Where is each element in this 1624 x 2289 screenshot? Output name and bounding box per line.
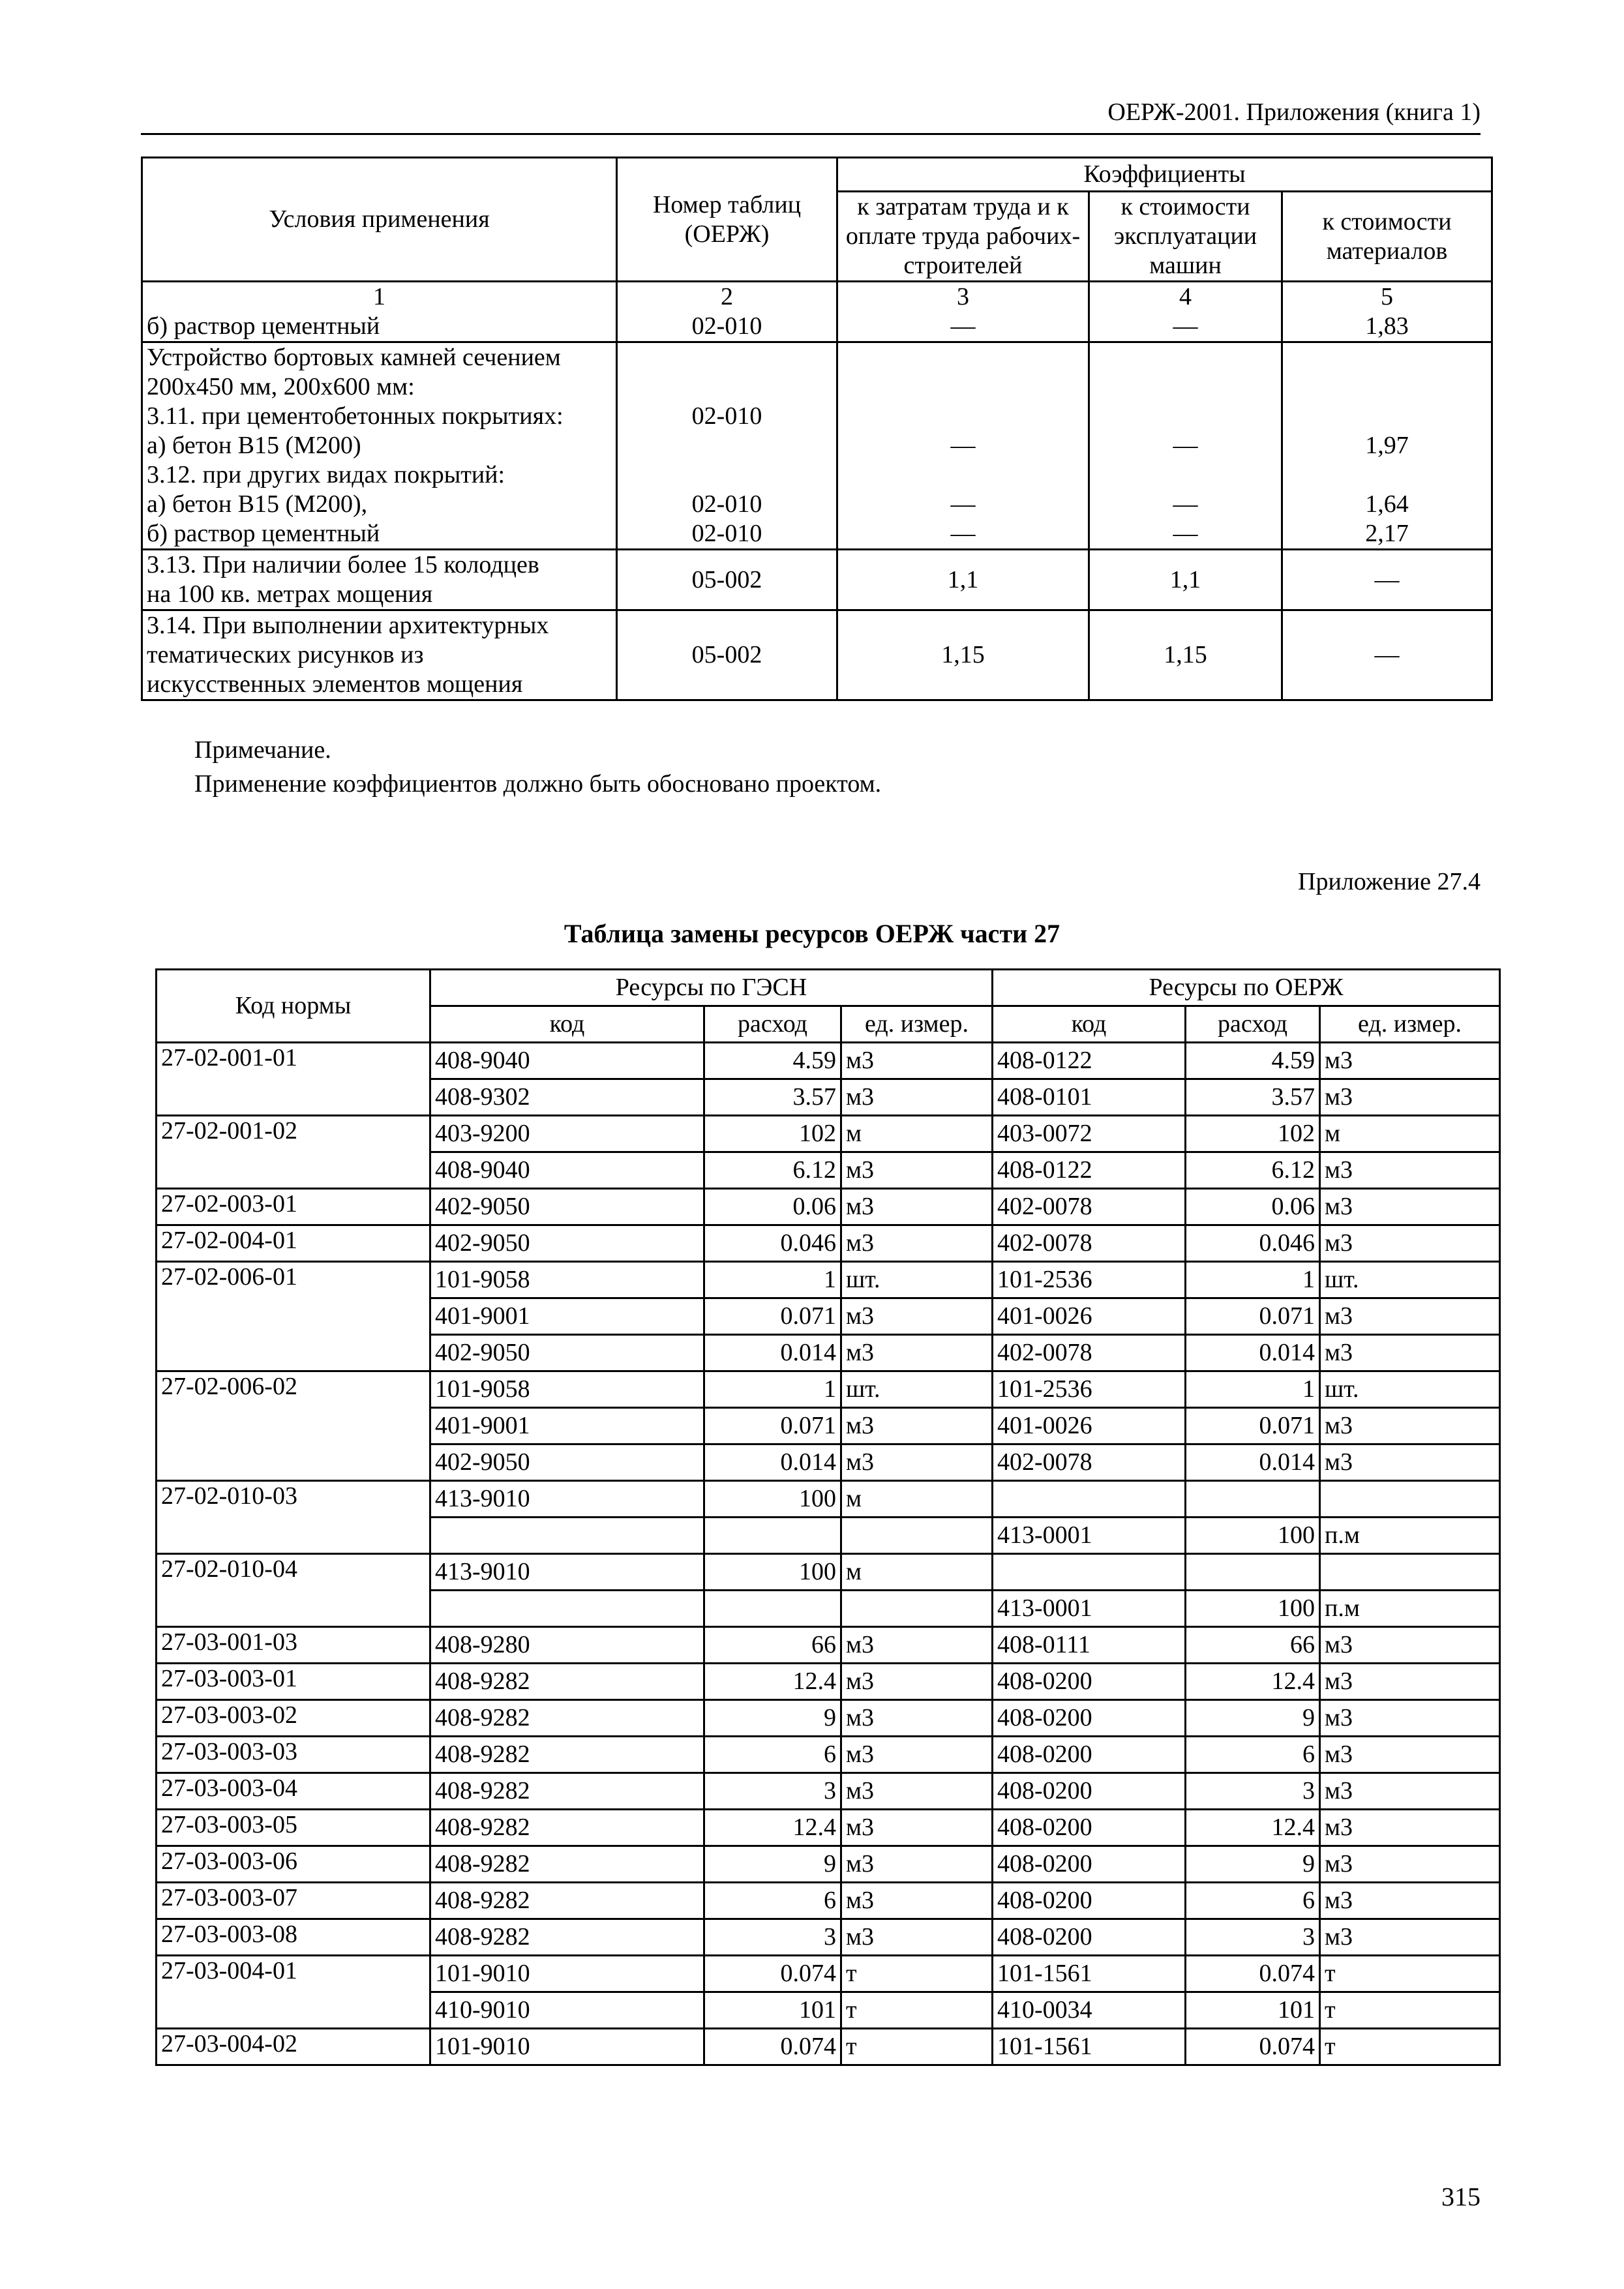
- gesn-rate-cell: 0.046: [704, 1225, 841, 1262]
- oerzh-unit-cell: м3: [1320, 1408, 1500, 1444]
- table-row: [142, 610, 1492, 700]
- oerzh-unit-cell: м3: [1320, 1810, 1500, 1846]
- oerzh-rate-cell: 6.12: [1186, 1152, 1320, 1189]
- oerzh-unit-cell: м3: [1320, 1043, 1500, 1079]
- table-row: [157, 1371, 1500, 1408]
- condition-line: 3.14. При выполнении архитектурных: [147, 612, 549, 639]
- gesn-code-cell: 408-9040: [430, 1152, 704, 1189]
- oerzh-rate-cell: 0.06: [1186, 1189, 1320, 1225]
- gesn-rate-cell: 1: [704, 1262, 841, 1298]
- table-row: [157, 1262, 1500, 1298]
- table-no-cell: [617, 342, 837, 550]
- oerzh-header: Ресурсы по ОЕРЖ: [993, 970, 1500, 1006]
- norm-code-cell: 27-03-003-06: [157, 1846, 430, 1883]
- gesn-rate-cell: 102: [704, 1116, 841, 1152]
- gesn-code-cell: [430, 1518, 704, 1554]
- oerzh-unit-cell: [1320, 1554, 1500, 1591]
- norm-code-cell: 27-02-001-02: [157, 1116, 430, 1189]
- table-row: [157, 1773, 1500, 1810]
- oerzh-unit-cell: м3: [1320, 1627, 1500, 1664]
- gesn-unit-cell: м3: [841, 1225, 993, 1262]
- oerzh-code-cell: [993, 1481, 1186, 1518]
- appendix-label: Приложение 27.4: [1298, 868, 1481, 895]
- norm-code-cell: 27-02-003-01: [157, 1189, 430, 1225]
- coef-cell: 1,15: [1089, 610, 1282, 700]
- col-coefficients-header: Коэффициенты: [837, 158, 1492, 192]
- gesn-unit-cell: м3: [841, 1043, 993, 1079]
- oerzh-rate-cell: 101: [1186, 1992, 1320, 2029]
- gesn-header: Ресурсы по ГЭСН: [430, 970, 993, 1006]
- gesn-unit-cell: т: [841, 1956, 993, 1992]
- norm-code-cell: 27-02-001-01: [157, 1043, 430, 1116]
- condition-cell: б) раствор цементный: [142, 312, 617, 342]
- gesn-code-header: код: [430, 1006, 704, 1043]
- oerzh-rate-cell: 100: [1186, 1518, 1320, 1554]
- oerzh-unit-cell: шт.: [1320, 1262, 1500, 1298]
- gesn-unit-cell: м3: [841, 1700, 993, 1737]
- norm-code-cell: 27-02-010-04: [157, 1554, 430, 1627]
- gesn-unit-cell: м3: [841, 1335, 993, 1371]
- gesn-unit-cell: шт.: [841, 1371, 993, 1408]
- column-number: 2: [617, 282, 837, 312]
- gesn-rate-cell: 100: [704, 1481, 841, 1518]
- oerzh-rate-cell: [1186, 1554, 1320, 1591]
- gesn-unit-cell: м3: [841, 1737, 993, 1773]
- gesn-code-cell: 408-9282: [430, 1883, 704, 1919]
- norm-code-cell: 27-03-003-02: [157, 1700, 430, 1737]
- oerzh-code-cell: 402-0078: [993, 1444, 1186, 1481]
- gesn-unit-cell: м3: [841, 1627, 993, 1664]
- oerzh-rate-cell: 6: [1186, 1883, 1320, 1919]
- gesn-code-cell: 408-9282: [430, 1810, 704, 1846]
- norm-code-cell: 27-03-003-08: [157, 1919, 430, 1956]
- oerzh-unit-cell: м: [1320, 1116, 1500, 1152]
- page-number: 315: [1441, 2182, 1481, 2211]
- coef-line: —: [950, 432, 976, 459]
- norm-code-cell: 27-03-003-05: [157, 1810, 430, 1846]
- gesn-rate-cell: 4.59: [704, 1043, 841, 1079]
- norm-code-cell: 27-02-006-02: [157, 1371, 430, 1481]
- oerzh-rate-cell: 4.59: [1186, 1043, 1320, 1079]
- gesn-unit-cell: м: [841, 1481, 993, 1518]
- coef-cell: —: [1282, 610, 1492, 700]
- oerzh-code-cell: 402-0078: [993, 1335, 1186, 1371]
- gesn-unit-cell: шт.: [841, 1262, 993, 1298]
- oerzh-code-cell: 101-2536: [993, 1262, 1186, 1298]
- table-row: [157, 1810, 1500, 1846]
- gesn-code-cell: 408-9302: [430, 1079, 704, 1116]
- gesn-unit-cell: м3: [841, 1883, 993, 1919]
- table-row: [157, 1956, 1500, 1992]
- oerzh-code-cell: 408-0111: [993, 1627, 1186, 1664]
- norm-code-cell: 27-03-003-07: [157, 1883, 430, 1919]
- oerzh-unit-cell: м3: [1320, 1152, 1500, 1189]
- oerzh-code-cell: 408-0122: [993, 1152, 1186, 1189]
- condition-line: а) бетон В15 (М200): [147, 432, 361, 459]
- norm-code-cell: 27-03-001-03: [157, 1627, 430, 1664]
- gesn-rate-cell: 6.12: [704, 1152, 841, 1189]
- oerzh-unit-cell: м3: [1320, 1700, 1500, 1737]
- norm-code-cell: 27-02-004-01: [157, 1225, 430, 1262]
- gesn-unit-cell: м3: [841, 1152, 993, 1189]
- gesn-unit-cell: м3: [841, 1408, 993, 1444]
- oerzh-rate-cell: 0.014: [1186, 1444, 1320, 1481]
- gesn-rate-cell: 0.014: [704, 1335, 841, 1371]
- oerzh-code-cell: 408-0200: [993, 1737, 1186, 1773]
- col-machines-header: к стоимости эксплуатации машин: [1089, 192, 1282, 282]
- coef-cell: [837, 342, 1089, 550]
- oerzh-rate-cell: 3: [1186, 1919, 1320, 1956]
- oerzh-code-cell: 408-0200: [993, 1664, 1186, 1700]
- gesn-rate-cell: 9: [704, 1846, 841, 1883]
- oerzh-rate-cell: 0.071: [1186, 1408, 1320, 1444]
- gesn-code-cell: 413-9010: [430, 1481, 704, 1518]
- coef-line: 1,97: [1365, 432, 1409, 459]
- oerzh-unit-cell: шт.: [1320, 1371, 1500, 1408]
- condition-line: 3.11. при цементобетонных покрытиях:: [147, 402, 564, 430]
- table-row: [157, 1225, 1500, 1262]
- coef-cell: 1,15: [837, 610, 1089, 700]
- table-row: [157, 1554, 1500, 1591]
- col-table-no-header: Номер таблиц (ОЕРЖ): [617, 158, 837, 282]
- column-number: 4: [1089, 282, 1282, 312]
- condition-line: а) бетон В15 (М200),: [147, 490, 368, 518]
- running-header-title: ОЕРЖ-2001. Приложения (книга 1): [1107, 98, 1481, 126]
- gesn-code-cell: 101-9058: [430, 1371, 704, 1408]
- oerzh-code-cell: 403-0072: [993, 1116, 1186, 1152]
- gesn-rate-cell: 6: [704, 1883, 841, 1919]
- table-row: [142, 342, 1492, 550]
- gesn-rate-cell: 9: [704, 1700, 841, 1737]
- condition-line: на 100 кв. метрах мощения: [147, 580, 433, 608]
- gesn-code-cell: 402-9050: [430, 1189, 704, 1225]
- oerzh-code-cell: 408-0200: [993, 1773, 1186, 1810]
- oerzh-code-cell: [993, 1554, 1186, 1591]
- table-row: [157, 1846, 1500, 1883]
- coef-cell: 1,83: [1282, 312, 1492, 342]
- gesn-rate-cell: 3: [704, 1919, 841, 1956]
- gesn-rate-cell: 0.074: [704, 1956, 841, 1992]
- gesn-unit-cell: т: [841, 2029, 993, 2065]
- oerzh-code-cell: 101-2536: [993, 1371, 1186, 1408]
- oerzh-rate-cell: 0.074: [1186, 2029, 1320, 2065]
- oerzh-unit-cell: т: [1320, 1992, 1500, 2029]
- gesn-unit-cell: м3: [841, 1664, 993, 1700]
- coef-cell: 1,1: [1089, 550, 1282, 610]
- gesn-unit-cell: м3: [841, 1846, 993, 1883]
- gesn-code-cell: 408-9282: [430, 1737, 704, 1773]
- table-row: [142, 550, 1492, 610]
- gesn-code-cell: 402-9050: [430, 1335, 704, 1371]
- oerzh-rate-cell: 12.4: [1186, 1810, 1320, 1846]
- coef-line: —: [1173, 520, 1198, 547]
- gesn-rate-cell: 6: [704, 1737, 841, 1773]
- oerzh-unit-cell: [1320, 1481, 1500, 1518]
- coef-line: —: [1173, 490, 1198, 518]
- condition-line: 200х450 мм, 200х600 мм:: [147, 373, 415, 400]
- table-no-cell: 02-010: [617, 312, 837, 342]
- table-row: [157, 1043, 1500, 1079]
- gesn-unit-cell: м3: [841, 1919, 993, 1956]
- gesn-code-cell: 401-9001: [430, 1408, 704, 1444]
- oerzh-rate-cell: 3: [1186, 1773, 1320, 1810]
- gesn-rate-cell: 0.014: [704, 1444, 841, 1481]
- gesn-code-cell: 403-9200: [430, 1116, 704, 1152]
- oerzh-rate-cell: 0.014: [1186, 1335, 1320, 1371]
- gesn-code-cell: 408-9280: [430, 1627, 704, 1664]
- gesn-unit-cell: м3: [841, 1444, 993, 1481]
- gesn-code-cell: 408-9040: [430, 1043, 704, 1079]
- gesn-unit-cell: т: [841, 1992, 993, 2029]
- gesn-code-cell: 101-9010: [430, 2029, 704, 2065]
- table-no-cell: 05-002: [617, 550, 837, 610]
- column-number: 1: [142, 282, 617, 312]
- gesn-unit-cell: м3: [841, 1810, 993, 1846]
- table-row: [157, 1627, 1500, 1664]
- oerzh-code-cell: 410-0034: [993, 1992, 1186, 2029]
- table-no-line: 02-010: [691, 490, 762, 518]
- column-number: 5: [1282, 282, 1492, 312]
- oerzh-code-cell: 408-0122: [993, 1043, 1186, 1079]
- col-labor-header: к затратам труда и к оплате труда рабочих-строителей: [837, 192, 1089, 282]
- gesn-rate-cell: 3: [704, 1773, 841, 1810]
- oerzh-code-cell: 408-0200: [993, 1810, 1186, 1846]
- gesn-code-cell: 408-9282: [430, 1700, 704, 1737]
- condition-line: тематических рисунков из: [147, 641, 424, 668]
- table-row: [157, 1700, 1500, 1737]
- oerzh-code-cell: 101-1561: [993, 2029, 1186, 2065]
- norm-code-cell: 27-03-003-01: [157, 1664, 430, 1700]
- note-title: Примечание.: [194, 736, 331, 764]
- table-no-cell: 05-002: [617, 610, 837, 700]
- gesn-code-cell: 408-9282: [430, 1664, 704, 1700]
- oerzh-code-cell: 408-0200: [993, 1846, 1186, 1883]
- col-conditions-header: Условия применения: [142, 158, 617, 282]
- oerzh-rate-cell: 6: [1186, 1737, 1320, 1773]
- gesn-code-cell: 408-9282: [430, 1773, 704, 1810]
- coef-cell: —: [1089, 312, 1282, 342]
- oerzh-code-cell: 402-0078: [993, 1189, 1186, 1225]
- oerzh-rate-header: расход: [1186, 1006, 1320, 1043]
- oerzh-rate-cell: 1: [1186, 1262, 1320, 1298]
- gesn-code-cell: 402-9050: [430, 1444, 704, 1481]
- gesn-rate-cell: 12.4: [704, 1810, 841, 1846]
- coefficients-table: [141, 157, 1493, 701]
- oerzh-rate-cell: 102: [1186, 1116, 1320, 1152]
- gesn-unit-header: ед. измер.: [841, 1006, 993, 1043]
- coef-cell: 1,1: [837, 550, 1089, 610]
- oerzh-code-cell: 402-0078: [993, 1225, 1186, 1262]
- condition-cell: [142, 550, 617, 610]
- table-row: [157, 1664, 1500, 1700]
- oerzh-code-cell: 408-0101: [993, 1079, 1186, 1116]
- coef-line: —: [950, 520, 976, 547]
- gesn-rate-cell: 1: [704, 1371, 841, 1408]
- oerzh-code-cell: 408-0200: [993, 1919, 1186, 1956]
- gesn-rate-header: расход: [704, 1006, 841, 1043]
- oerzh-rate-cell: 0.046: [1186, 1225, 1320, 1262]
- resource-replacement-table: [155, 968, 1501, 2066]
- oerzh-unit-header: ед. измер.: [1320, 1006, 1500, 1043]
- coef-line: 1,64: [1365, 490, 1409, 518]
- table-row: [157, 1116, 1500, 1152]
- gesn-rate-cell: 101: [704, 1992, 841, 2029]
- gesn-code-cell: [430, 1591, 704, 1627]
- oerzh-unit-cell: м3: [1320, 1189, 1500, 1225]
- oerzh-code-cell: 413-0001: [993, 1518, 1186, 1554]
- coef-cell: [1282, 342, 1492, 550]
- coef-cell: [1089, 342, 1282, 550]
- coef-line: 2,17: [1365, 520, 1409, 547]
- oerzh-unit-cell: м3: [1320, 1737, 1500, 1773]
- norm-code-cell: 27-02-010-03: [157, 1481, 430, 1554]
- table-row: [157, 1481, 1500, 1518]
- oerzh-code-cell: 408-0200: [993, 1700, 1186, 1737]
- coef-line: —: [1173, 432, 1198, 459]
- oerzh-unit-cell: п.м: [1320, 1591, 1500, 1627]
- table-caption: Таблица замены ресурсов ОЕРЖ части 27: [564, 919, 1060, 948]
- oerzh-unit-cell: м3: [1320, 1883, 1500, 1919]
- gesn-unit-cell: м3: [841, 1298, 993, 1335]
- table-no-line: 02-010: [691, 402, 762, 430]
- oerzh-rate-cell: 0.071: [1186, 1298, 1320, 1335]
- table-row: [142, 312, 1492, 342]
- oerzh-rate-cell: 9: [1186, 1846, 1320, 1883]
- table-row: [157, 1189, 1500, 1225]
- table-row: [157, 2029, 1500, 2065]
- oerzh-unit-cell: п.м: [1320, 1518, 1500, 1554]
- gesn-rate-cell: [704, 1591, 841, 1627]
- oerzh-code-cell: 408-0200: [993, 1883, 1186, 1919]
- oerzh-rate-cell: 9: [1186, 1700, 1320, 1737]
- condition-line: 3.13. При наличии более 15 колодцев: [147, 551, 539, 578]
- gesn-rate-cell: 66: [704, 1627, 841, 1664]
- oerzh-code-header: код: [993, 1006, 1186, 1043]
- condition-cell: [142, 610, 617, 700]
- gesn-rate-cell: 100: [704, 1554, 841, 1591]
- oerzh-unit-cell: м3: [1320, 1773, 1500, 1810]
- gesn-rate-cell: 0.074: [704, 2029, 841, 2065]
- oerzh-rate-cell: 66: [1186, 1627, 1320, 1664]
- oerzh-unit-cell: м3: [1320, 1919, 1500, 1956]
- note-text: Применение коэффициентов должно быть обосновано проектом.: [194, 770, 882, 798]
- gesn-code-cell: 101-9010: [430, 1956, 704, 1992]
- oerzh-rate-cell: 0.074: [1186, 1956, 1320, 1992]
- table-row: [157, 1883, 1500, 1919]
- condition-line: Устройство бортовых камней сечением: [147, 344, 561, 371]
- gesn-rate-cell: 12.4: [704, 1664, 841, 1700]
- oerzh-rate-cell: [1186, 1481, 1320, 1518]
- oerzh-rate-cell: 3.57: [1186, 1079, 1320, 1116]
- norm-code-cell: 27-03-003-04: [157, 1773, 430, 1810]
- col-materials-header: к стоимости материалов: [1282, 192, 1492, 282]
- coef-line: —: [950, 490, 976, 518]
- gesn-unit-cell: м3: [841, 1079, 993, 1116]
- oerzh-rate-cell: 1: [1186, 1371, 1320, 1408]
- coef-cell: —: [837, 312, 1089, 342]
- gesn-rate-cell: [704, 1518, 841, 1554]
- oerzh-code-cell: 413-0001: [993, 1591, 1186, 1627]
- oerzh-rate-cell: 100: [1186, 1591, 1320, 1627]
- column-numbers-row: [142, 282, 1492, 312]
- running-header: [141, 98, 1481, 135]
- gesn-code-cell: 408-9282: [430, 1919, 704, 1956]
- table-row: [157, 1737, 1500, 1773]
- oerzh-code-cell: 101-1561: [993, 1956, 1186, 1992]
- norm-code-cell: 27-02-006-01: [157, 1262, 430, 1371]
- gesn-code-cell: 408-9282: [430, 1846, 704, 1883]
- norm-code-cell: 27-03-004-02: [157, 2029, 430, 2065]
- oerzh-code-cell: 401-0026: [993, 1298, 1186, 1335]
- gesn-unit-cell: м3: [841, 1189, 993, 1225]
- oerzh-unit-cell: м3: [1320, 1298, 1500, 1335]
- coef-cell: —: [1282, 550, 1492, 610]
- gesn-rate-cell: 0.06: [704, 1189, 841, 1225]
- oerzh-rate-cell: 12.4: [1186, 1664, 1320, 1700]
- oerzh-unit-cell: м3: [1320, 1664, 1500, 1700]
- gesn-rate-cell: 3.57: [704, 1079, 841, 1116]
- gesn-unit-cell: [841, 1591, 993, 1627]
- code-header: Код нормы: [157, 970, 430, 1043]
- oerzh-unit-cell: м3: [1320, 1079, 1500, 1116]
- table-no-line: 02-010: [691, 520, 762, 547]
- condition-cell: [142, 342, 617, 550]
- oerzh-unit-cell: м3: [1320, 1225, 1500, 1262]
- gesn-code-cell: 402-9050: [430, 1225, 704, 1262]
- gesn-code-cell: 401-9001: [430, 1298, 704, 1335]
- norm-code-cell: 27-03-004-01: [157, 1956, 430, 2029]
- oerzh-code-cell: 401-0026: [993, 1408, 1186, 1444]
- oerzh-unit-cell: м3: [1320, 1444, 1500, 1481]
- gesn-code-cell: 413-9010: [430, 1554, 704, 1591]
- gesn-rate-cell: 0.071: [704, 1408, 841, 1444]
- oerzh-unit-cell: м3: [1320, 1846, 1500, 1883]
- gesn-rate-cell: 0.071: [704, 1298, 841, 1335]
- gesn-unit-cell: м: [841, 1554, 993, 1591]
- norm-code-cell: 27-03-003-03: [157, 1737, 430, 1773]
- condition-line: б) раствор цементный: [147, 520, 380, 547]
- column-number: 3: [837, 282, 1089, 312]
- gesn-code-cell: 101-9058: [430, 1262, 704, 1298]
- oerzh-unit-cell: м3: [1320, 1335, 1500, 1371]
- gesn-unit-cell: м3: [841, 1773, 993, 1810]
- condition-line: 3.12. при других видах покрытий:: [147, 461, 505, 488]
- condition-line: искусственных элементов мощения: [147, 670, 523, 698]
- oerzh-unit-cell: т: [1320, 1956, 1500, 1992]
- oerzh-unit-cell: т: [1320, 2029, 1500, 2065]
- gesn-unit-cell: [841, 1518, 993, 1554]
- gesn-unit-cell: м: [841, 1116, 993, 1152]
- table-row: [157, 1919, 1500, 1956]
- gesn-code-cell: 410-9010: [430, 1992, 704, 2029]
